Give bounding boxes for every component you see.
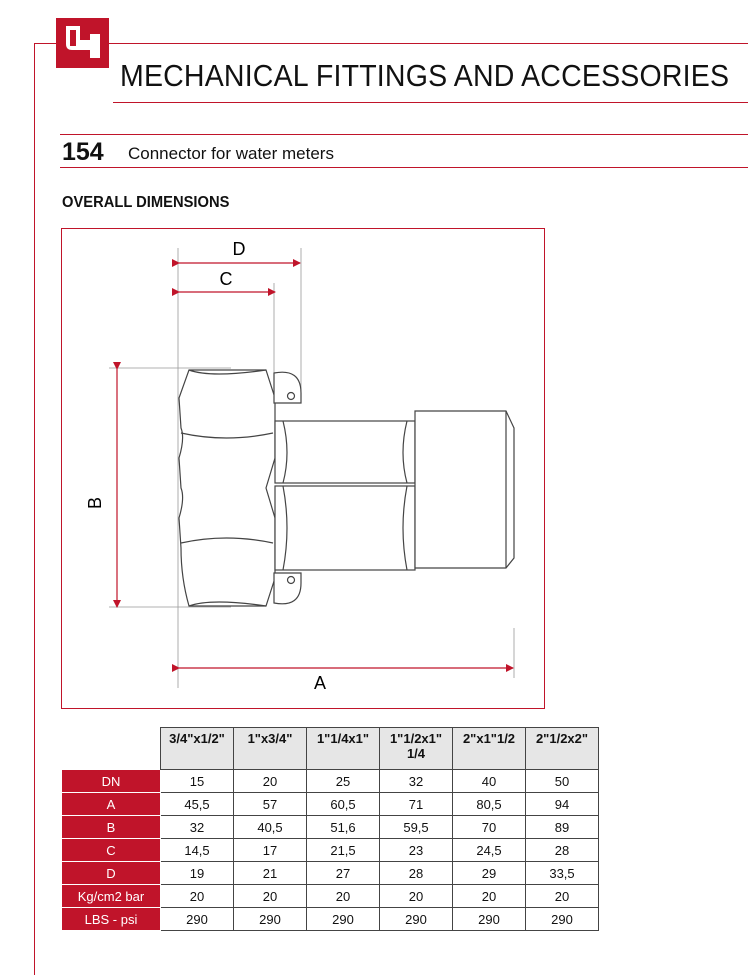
brand-logo: [56, 18, 109, 68]
table-row: [62, 793, 599, 816]
product-rule-bottom: [60, 167, 748, 168]
row-label: Kg/cm2 bar: [62, 885, 161, 908]
table-cell: 23: [380, 839, 453, 862]
title-underline: [113, 102, 748, 103]
table-cell: 51,6: [307, 816, 380, 839]
table-cell: 20: [453, 885, 526, 908]
table-cell: 33,5: [526, 862, 599, 885]
table-cell: 59,5: [380, 816, 453, 839]
table-cell: 14,5: [161, 839, 234, 862]
table-corner: [62, 728, 161, 770]
row-label: D: [62, 862, 161, 885]
table-cell: 28: [526, 839, 599, 862]
table-cell: 28: [380, 862, 453, 885]
table-cell: 71: [380, 793, 453, 816]
label-a: A: [313, 673, 327, 693]
table-cell: 80,5: [453, 793, 526, 816]
table-cell: 20: [307, 885, 380, 908]
column-header: 1"x3/4": [234, 728, 307, 770]
table-cell: 290: [453, 908, 526, 931]
table-cell: 24,5: [453, 839, 526, 862]
table-cell: 94: [526, 793, 599, 816]
column-header: 2"x1"1/2: [453, 728, 526, 770]
row-label: C: [62, 839, 161, 862]
table-cell: 20: [380, 885, 453, 908]
table-row: [62, 770, 599, 793]
table-row: [62, 862, 599, 885]
table-cell: 290: [380, 908, 453, 931]
row-label: B: [62, 816, 161, 839]
table-row: [62, 885, 599, 908]
table-cell: 57: [234, 793, 307, 816]
column-header: 2"1/2x2": [526, 728, 599, 770]
table-cell: 27: [307, 862, 380, 885]
label-c: C: [219, 269, 233, 289]
row-label: LBS - psi: [62, 908, 161, 931]
connector-drawing: [61, 228, 545, 709]
table-cell: 60,5: [307, 793, 380, 816]
table-cell: 45,5: [161, 793, 234, 816]
table-cell: 19: [161, 862, 234, 885]
left-rule: [34, 44, 35, 975]
table-row: [62, 908, 599, 931]
table-cell: 290: [234, 908, 307, 931]
table-cell: 32: [161, 816, 234, 839]
section-title: OVERALL DIMENSIONS: [62, 194, 230, 211]
table-cell: 89: [526, 816, 599, 839]
row-label: A: [62, 793, 161, 816]
table-cell: 40,5: [234, 816, 307, 839]
table-cell: 20: [526, 885, 599, 908]
table-cell: 290: [307, 908, 380, 931]
product-name: Connector for water meters: [128, 144, 334, 163]
page-title: MECHANICAL FITTINGS AND ACCESSORIES: [120, 58, 730, 93]
table-row: [62, 816, 599, 839]
table-cell: 20: [161, 885, 234, 908]
table-row: [62, 839, 599, 862]
table-cell: 290: [161, 908, 234, 931]
table-header-row: [62, 728, 599, 770]
table-cell: 50: [526, 770, 599, 793]
table-cell: 21: [234, 862, 307, 885]
dimensions-table: [61, 727, 599, 931]
table-cell: 17: [234, 839, 307, 862]
row-label: DN: [62, 770, 161, 793]
column-header: 1"1/4x1": [307, 728, 380, 770]
label-d: D: [232, 239, 246, 259]
column-header: 1"1/2x1" 1/4: [380, 728, 453, 770]
table-cell: 20: [234, 885, 307, 908]
table-cell: 20: [234, 770, 307, 793]
product-number: 154: [62, 138, 104, 166]
column-header: 3/4"x1/2": [161, 728, 234, 770]
product-rule-top: [60, 134, 748, 135]
table-cell: 25: [307, 770, 380, 793]
table-cell: 290: [526, 908, 599, 931]
table-cell: 21,5: [307, 839, 380, 862]
table-cell: 40: [453, 770, 526, 793]
label-b: B: [85, 496, 105, 510]
table-cell: 29: [453, 862, 526, 885]
table-cell: 15: [161, 770, 234, 793]
table-cell: 32: [380, 770, 453, 793]
top-rule: [34, 43, 748, 44]
table-cell: 70: [453, 816, 526, 839]
